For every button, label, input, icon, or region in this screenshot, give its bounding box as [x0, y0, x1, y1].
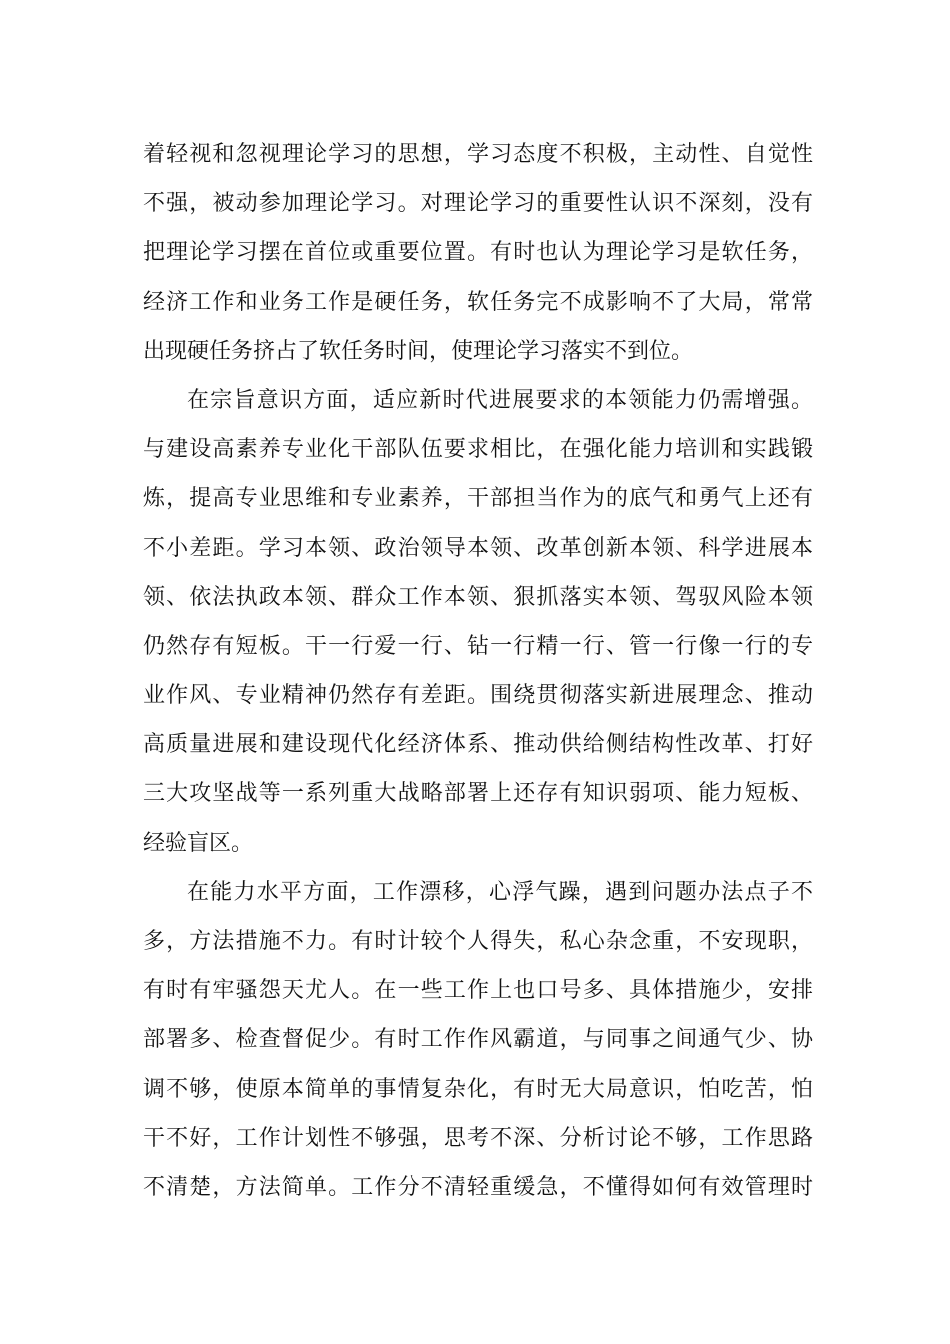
text-line: 部署多、检查督促少。有时工作作风霸道，与同事之间通气少、协 — [143, 1027, 813, 1053]
text-line: 不强，被动参加理论学习。对理论学习的重要性认识不深刻，没有 — [143, 191, 813, 217]
text-line: 高质量进展和建设现代化经济体系、推动供给侧结构性改革、打好 — [143, 732, 813, 758]
text-line: 出现硬任务挤占了软任务时间，使理论学习落实不到位。 — [143, 338, 694, 364]
text-line: 在宗旨意识方面，适应新时代进展要求的本领能力仍需增强。 — [187, 387, 813, 413]
text-line: 三大攻坚战等一系列重大战略部署上还存有知识弱项、能力短板、 — [143, 781, 813, 807]
paragraph-theory-study — [143, 130, 813, 376]
text-line: 干不好，工作计划性不够强，思考不深、分析讨论不够，工作思路 — [143, 1125, 813, 1151]
text-line: 业作风、专业精神仍然存有差距。围绕贯彻落实新进展理念、推动 — [143, 683, 813, 709]
text-line: 不清楚，方法简单。工作分不清轻重缓急，不懂得如何有效管理时 — [143, 1174, 813, 1200]
document-body — [143, 130, 813, 1212]
text-line: 在能力水平方面，工作漂移，心浮气躁，遇到问题办法点子不 — [187, 879, 813, 905]
text-line: 领、依法执政本领、群众工作本领、狠抓落实本领、驾驭风险本领 — [143, 584, 813, 610]
text-line: 经验盲区。 — [143, 830, 254, 856]
paragraph-purpose-awareness — [143, 376, 813, 868]
text-line: 着轻视和忽视理论学习的思想，学习态度不积极，主动性、自觉性 — [143, 142, 813, 167]
text-line: 与建设高素养专业化干部队伍要求相比，在强化能力培训和实践锻 — [143, 437, 813, 463]
text-line: 不小差距。学习本领、政治领导本领、改革创新本领、科学进展本 — [143, 535, 813, 561]
text-line: 多，方法措施不力。有时计较个人得失，私心杂念重，不安现职， — [143, 929, 813, 954]
text-line: 调不够，使原本简单的事情复杂化，有时无大局意识，怕吃苦，怕 — [143, 1076, 813, 1102]
text-line: 炼，提高专业思维和专业素养，干部担当作为的底气和勇气上还有 — [143, 486, 813, 512]
text-line: 有时有牢骚怨天尤人。在一些工作上也口号多、具体措施少，安排 — [143, 978, 813, 1004]
text-line: 把理论学习摆在首位或重要位置。有时也认为理论学习是软任务， — [143, 240, 813, 266]
text-line: 仍然存有短板。干一行爱一行、钻一行精一行、管一行像一行的专 — [143, 633, 813, 659]
text-line: 经济工作和业务工作是硬任务，软任务完不成影响不了大局，常常 — [143, 289, 813, 315]
paragraph-ability-level — [143, 868, 813, 1212]
